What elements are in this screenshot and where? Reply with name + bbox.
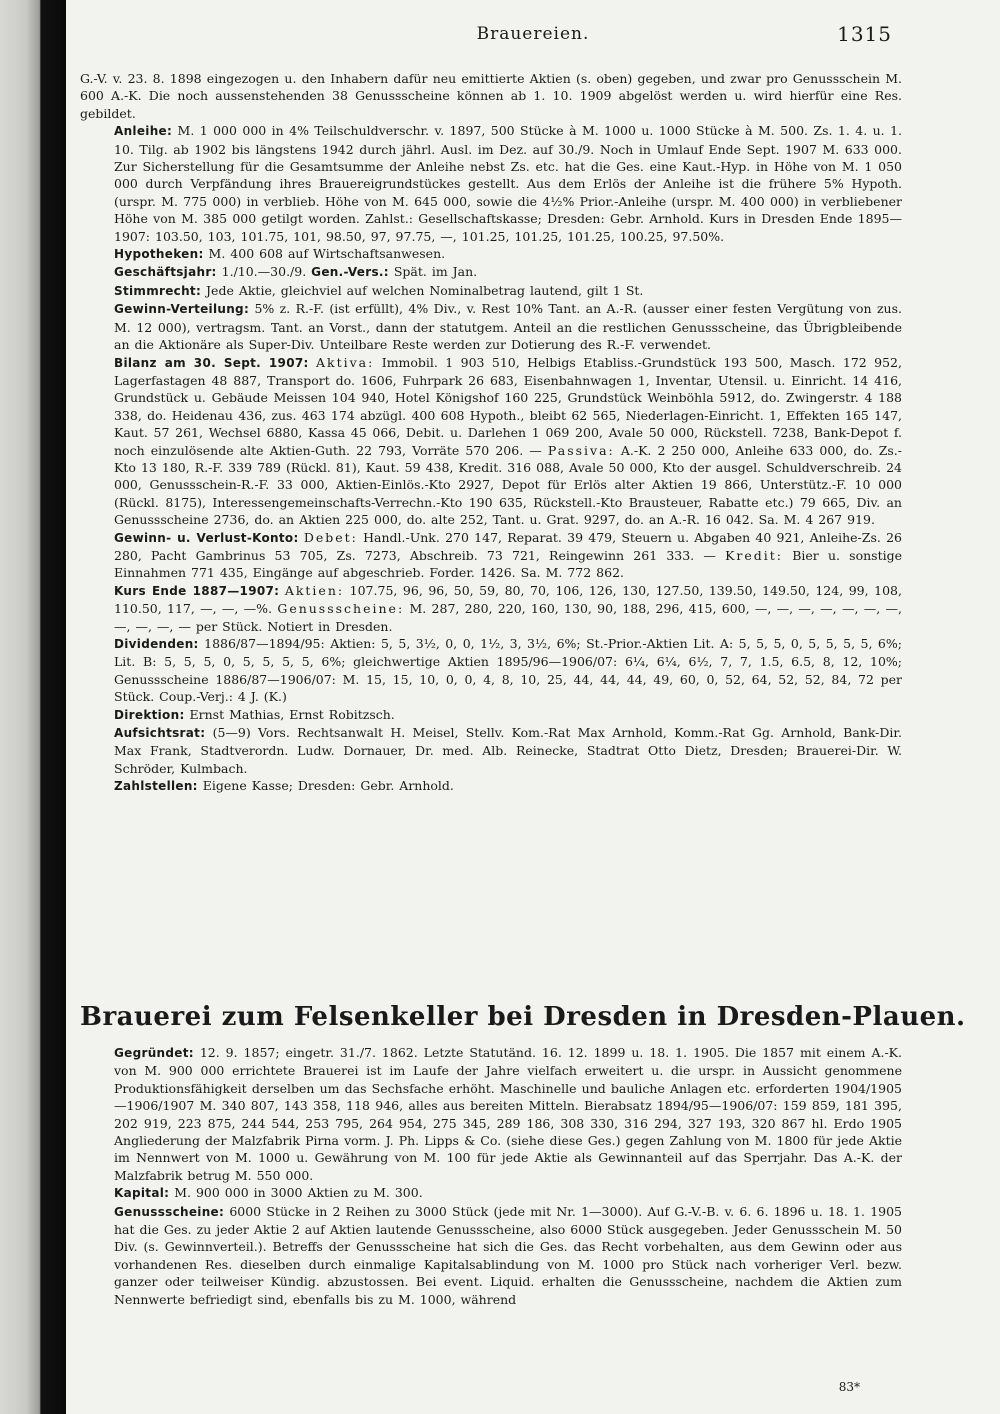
label-gegruendet: Gegründet: [114, 1046, 194, 1060]
entry-dividenden [80, 635, 902, 706]
text-aufsichtsrat: (5—9) Vors. Rechtsanwalt H. Meisel, Stellv. Kom.-Rat Max Arnhold, Komm.-Rat Gg. Arnhold, Bank-Dir. Max Frank, Stadtverordn. Ludw. Dornauer, Dr. med. Alb. Reinecke, Stadtrat Otto Dietz, Dresden; Brauerei-Dir. W. Schröder, Kulmbach. [114, 725, 902, 776]
text-kapital: M. 900 000 in 3000 Aktien zu M. 300. [174, 1185, 423, 1201]
label-anleihe: Anleihe: [114, 124, 173, 139]
label-kurs-aktien: Aktien: [284, 582, 345, 598]
entry-direktion [80, 706, 902, 724]
label-aufsichtsrat: Aufsichtsrat: [114, 726, 206, 741]
printer-signature: 83* [838, 1380, 860, 1394]
entry-geschaeftsjahr [80, 263, 902, 281]
text-zahlstellen: Eigene Kasse; Dresden: Gebr. Arnhold. [202, 778, 454, 794]
text-gen-vers: Spät. im Jan. [393, 264, 478, 280]
label-zahlstellen: Zahlstellen: [114, 779, 198, 794]
text-genussscheine: 6000 Stücke in 2 Reihen zu 3000 Stück (jede mit Nr. 1—3000). Auf G.-V.-B. v. 6. 6. 1896 u. 18. 1. 1905 hat die Ges. zu jeder Aktie 2 auf Aktien lautende Genussscheine, also 6000 Stück ausgegeben. Jeder Genussschein M. 50 Div. (s. Gewinnverteil.). Betreffs der Genussscheine hat sich die Ges. das Recht vorbehalten, aus dem Gewinn oder aus vorhandenen Res. dieselben durch einmalige Kapitalsablindung von M. 1000 pro Stück nach vorheriger Verl. bezw. ganzer oder teilweiser Kündig. abzustossen. Bei event. Liquid. erhalten die Genussscheine, nachdem die Aktien zum Nennwerte befriedigt sind, ebenfalls bis zu M. 1000, während [114, 1203, 902, 1307]
text-stimmrecht: Jede Aktie, gleichviel auf welchen Nominalbetrag lautend, gilt 1 St. [206, 282, 644, 298]
label-aktiva: Aktiva: [316, 354, 375, 370]
entry-gewinn-verteilung [80, 300, 902, 353]
text-direktion: Ernst Mathias, Ernst Robitzsch. [189, 706, 395, 722]
paragraph-genussscheine-note: G.-V. v. 23. 8. 1898 eingezogen u. den Inhabern dafür neu emittierte Aktien (s. oben) gegeben, und zwar pro Genussschein M. 600 A.-K. Die noch aussenstehenden 38 Genussscheine können ab 1. 10. 1909 abgelöst werden u. wird hierfür eine Res. gebildet. [80, 71, 902, 121]
entry-hypotheken [80, 245, 902, 263]
text-passiva: A.-K. 2 250 000, Anleihe 633 000, do. Zs.-Kto 13 180, R.-F. 339 789 (Rückl. 81), Kaut. 59 438, Kredit. 316 088, Avale 50 000, Kto der ausgel. Schuldverschreib. 24 000, Genussschein-R.-F. 33 000, Aktien-Einlös.-Kto 2927, Depot für Erlös alter Aktien 19 866, Unterstütz.-F. 10 000 (Rückl. 8175), Interessengemeinschafts-Verrechn.-Kto 190 635, Rückstell.-Kto Brausteuer, Rabatte etc.) 79 665, Div. an Genussscheine 2736, do. an Aktien 225 000, do. alte 252, Tant. u. Grat. 9297, do. an A.-R. 16 042. Sa. M. 4 267 919. [114, 442, 903, 528]
label-passiva: Passiva: [547, 442, 615, 458]
label-kurs: Kurs Ende 1887—1907: [114, 583, 280, 598]
label-kapital: Kapital: [114, 1186, 170, 1201]
label-stimmrecht: Stimmrecht: [114, 283, 202, 298]
label-gen-vers: Gen.-Vers.: [311, 265, 389, 280]
label-genussscheine: Genussscheine: [114, 1204, 225, 1219]
label-kurs-genuss: Genussscheine: [277, 601, 405, 617]
label-dividenden: Dividenden: [114, 637, 199, 651]
section-felsenkeller [80, 1002, 966, 1308]
label-gewinn-verteilung: Gewinn-Verteilung: [114, 302, 250, 317]
entry-genussscheine [80, 1203, 902, 1308]
text-anleihe: M. 1 000 000 in 4% Teilschuldverschr. v. 1897, 500 Stücke à M. 1000 u. 1000 Stücke à M. 500. Zs. 1. 4. u. 1. 10. Tilg. ab 1902 bis längstens 1942 durch jährl. Ausl. im Dez. auf 30./9. Noch in Umlauf Ende Sept. 1907 M. 633 000. Zur Sicherstellung für die Gesamtsumme der Anleihe nebst Zs. etc. hat die Ges. eine Kaut.-Hyp. in Höhe von M. 1 050 000 durch Verpfändung ihres Brauereigrundstückes gestellt. Aus dem Erlös der Anleihe ist die frühere 5% Hypoth. (urspr. M. 775 000) in verblieb. Höhe von M. 645 000, sowie die 4½% Prior.-Anleihe (urspr. M. 400 000) in verbliebener Höhe von M. 385 000 getilgt worden. Zahlst.: Gesellschaftskasse; Dresden: Gebr. Arnhold. Kurs in Dresden Ende 1895—1907: 103.50, 103, 101.75, 101, 98.50, 97, 97.75, —, 101.25, 101.25, 101.25, 100.25, 97.50%. [114, 123, 903, 244]
entry-kapital [80, 1184, 902, 1202]
label-direktion: Direktion: [114, 707, 185, 722]
book-spine-shadow [0, 0, 66, 1414]
entry-anleihe [80, 122, 902, 245]
text-geschaeftsjahr: 1./10.—30./9. [221, 264, 307, 280]
label-kredit: Kredit: [725, 547, 784, 563]
entry-stimmrecht [80, 282, 902, 300]
label-hypotheken: Hypotheken: [114, 247, 204, 262]
text-debet: Handl.-Unk. 270 147, Reparat. 39 479, Steuern u. Abgaben 40 921, Anleihe-Zs. 26 280, Pacht Gambrinus 53 705, Zs. 7273, Abschreib. 73 721, Reingewinn 261 333. — [114, 529, 902, 563]
text-dividenden: 1886/87—1894/95: Aktien: 5, 5, 3½, 0, 0, 1½, 3, 3½, 6%; St.-Prior.-Aktien Lit. A: 5, 5, 5, 0, 5, 5, 5, 5, 6%; Lit. B: 5, 5, 5, 0, 5, 5, 5, 5, 6%; gleichwertige Aktien 1895/96—1906/07: 6¼, 6¼, 6½, 7, 7, 1.5, 6.5, 8, 12, 10%; Genussscheine 1886/87—1906/07: M. 15, 15, 10, 0, 0, 4, 8, 10, 25, 44, 44, 44, 49, 60, 0, 52, 64, 52, 52, 84, 72 per Stück. Coup.-Verj.: 4 J. (K.) [114, 636, 902, 705]
entry-aufsichtsrat [80, 724, 902, 777]
text-kredit: Bier u. sonstige Einnahmen 771 435, Eingänge auf abgeschrieb. Forder. 1426. Sa. M. 772 862. [114, 547, 903, 581]
label-debet: Debet: [303, 529, 358, 545]
entry-bilanz: Bilanz am 30. Sept. 1907: Aktiva: Immobil. 1 903 510, Helbigs Etabliss.-Grundstück 193 500, Masch. 172 952, Lagerfastagen 48 887, Transport do. 1606, Fuhrpark 26 683, Eisenbahnwagen 1, Inventar, Utensil. u. Einricht. 14 416, Grundstück u. Gebäude Meissen 104 940, Hotel Königshof 160 225, Grundstück Weinböhla 5912, do. Zwingerstr. 4 188 338, do. Heidenau 436, zus. 463 174 abzügl. 400 608 Hypoth., bleibt 62 565, Niederlagen-Einricht. 1, Effekten 165 147, Kaut. 57 261, Wechsel 6880, Kassa 45 066, Debit. u. Darlehen 1 069 200, Avale 50 000, Rückstell. 7238, Bank-Depot f. noch einzulösende alte Aktien-Guth. 22 793, Vorräte 570 206. — Passiva: A.-K. 2 250 000, Anleihe 633 000, do. Zs.-Kto 13 180, R.-F. 339 789 (Rückl. 81), Kaut. 59 438, Kredit. 316 088, Avale 50 000, Kto der ausgel. Schuldverschreib. 24 000, Genussschein-R.-F. 33 000, Aktien-Einlös.-Kto 2927, Depot für Erlös alter Aktien 19 866, Unterstütz.-F. 10 000 (Rückl. 8175), Interessengemeinschafts-Verrechn.-Kto 190 635, Rückstell.-Kto Brausteuer, Rabatte etc.) 79 665, Div. an Genussscheine 2736, do. an Aktien 225 000, do. alte 252, Tant. u. Grat. 9297, do. an A.-R. 16 042. Sa. M. 4 267 919. [114, 354, 903, 528]
text-kurs-aktien: 107.75, 96, 96, 50, 59, 80, 70, 106, 126, 130, 127.50, 139.50, 149.50, 124, 99, 108, 110.50, 117, —, —, —%. [114, 582, 902, 617]
entry-zahlstellen [80, 777, 902, 795]
running-title: Brauereien. [476, 24, 590, 44]
entry-gewinn-verlust [80, 529, 902, 582]
text-hypotheken: M. 400 608 auf Wirtschaftsanwesen. [208, 246, 446, 262]
entry-kurs [80, 582, 902, 635]
label-gewinn-verlust: Gewinn- u. Verlust-Konto: [114, 530, 299, 545]
page-number: 1315 [837, 22, 892, 46]
label-geschaeftsjahr: Geschäftsjahr: [114, 265, 217, 280]
label-bilanz: Bilanz am 30. Sept. 1907: [114, 355, 309, 370]
text-kurs-genuss: M. 287, 280, 220, 160, 130, 90, 188, 296, 415, 600, —, —, —, —, —, —, —, —, —, —, — per Stück. Notiert in Dresden. [114, 601, 902, 634]
section-previous-company [80, 70, 902, 796]
text-aktiva: Immobil. 1 903 510, Helbigs Etabliss.-Grundstück 193 500, Masch. 172 952, Lagerfastagen 48 887, Transport do. 1606, Fuhrpark 26 683, Eisenbahnwagen 1, Inventar, Utensil. u. Einricht. 14 416, Grundstück u. Gebäude Meissen 104 940, Hotel Königshof 160 225, Grundstück Weinböhla 5912, do. Zwingerstr. 4 188 338, do. Heidenau 436, zus. 463 174 abzügl. 400 608 Hypoth., bleibt 62 565, Niederlagen-Einricht. 1, Effekten 165 147, Kaut. 57 261, Wechsel 6880, Kassa 45 066, Debit. u. Darlehen 1 069 200, Avale 50 000, Rückstell. 7238, Bank-Depot f. noch einzulösende alte Aktien-Guth. 22 793, Vorräte 570 206. [114, 354, 902, 458]
company-title: Brauerei zum Felsenkeller bei Dresden in Dresden-Plauen. [80, 1002, 966, 1032]
entry-gegruendet [80, 1044, 902, 1184]
text-gegruendet: 12. 9. 1857; eingetr. 31./7. 1862. Letzte Statutänd. 16. 12. 1899 u. 18. 1. 1905. Die 1857 mit einem A.-K. von M. 900 000 errichtete Brauerei ist im Laufe der Jahre vielfach erweitert u. die urspr. in Aussicht genommene Produktionsfähigkeit derselben um das Sechsfache erhöht. Maschinelle und bauliche Anlagen etc. erforderten 1904/1905—1906/1907 M. 340 807, 143 358, 118 946, alles aus bereiten Mitteln. Bierabsatz 1894/95—1906/07: 159 859, 181 395, 202 919, 223 875, 244 544, 253 795, 264 954, 275 345, 289 186, 308 330, 316 294, 327 193, 320 867 hl. Erdo 1905 Angliederung der Malzfabrik Pirna vorm. J. Ph. Lipps & Co. (siehe diese Ges.) gegen Zahlung von M. 1800 für jede Aktie im Nennwert von M. 1000 u. Gewährung von M. 100 für jede Aktie als Gewinnanteil auf das Sperrjahr. Das A.-K. der Malzfabrik betrug M. 550 000. [114, 1045, 902, 1183]
text-gewinn-verteilung: 5% z. R.-F. (ist erfüllt), 4% Div., v. Rest 10% Tant. an A.-R. (ausser einer festen Vergütung von zus. M. 12 000), vertragsm. Tant. an Vorst., dann der statutgem. Anteil an die restlichen Genussscheine, das Übrigbleibende an die Aktionäre als Super-Div. Unteilbare Reste werden zur Dotierung des R.-F. verwendet. [114, 301, 902, 353]
page-header [66, 22, 1000, 52]
